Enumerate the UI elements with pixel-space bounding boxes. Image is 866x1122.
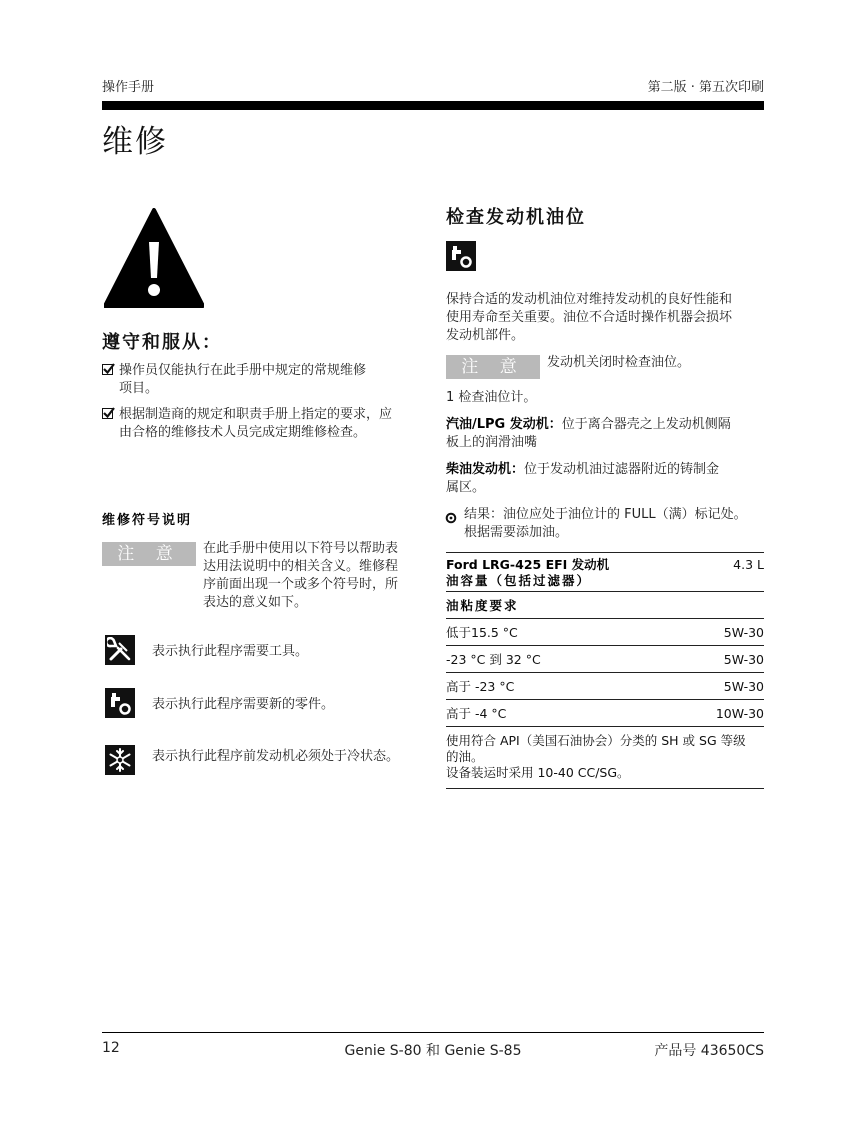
page-number: 12 [102,1040,120,1056]
viscosity-heading: 油粘度要求 [446,598,519,613]
notice-line: 在此手册中使用以下符号以帮助表 [203,541,399,556]
symbol-description: 表示执行此程序前发动机必须处于冷状态。 [152,749,400,764]
table-cell-label: 高于 -4 °C [446,706,507,721]
table-cell-value: 5W-30 [723,651,764,667]
symbol-description: 表示执行此程序需要新的零件。 [152,697,335,712]
gas-engine-note [446,416,766,452]
table-row [446,700,764,727]
header-right: 第二版 · 第五次印刷 [647,80,764,95]
table-note [446,727,764,789]
notice-line: 序前面出现一个或多个符号时，所 [203,577,399,592]
table-row [446,646,764,673]
step-1: 1 检查油位计。 [446,390,537,405]
symbol-description: 表示执行此程序需要工具。 [152,644,309,659]
intro-paragraph [446,291,766,345]
page-title: 维修 [102,124,168,160]
table-cell-value: 5W-30 [723,678,764,694]
section-title: 检查发动机油位 [446,207,586,228]
notice-text: 发动机关闭时检查油位。 [547,355,691,370]
intro-line: 发动机部件。 [446,328,525,343]
check-text: 操作员仅能执行在此手册中规定的常规维修 [119,363,367,378]
cold-engine-icon [105,745,135,775]
footer-part-number: 产品号 43650CS [654,1043,764,1059]
check-text: 根据制造商的规定和职责手册上指定的要求，应 [119,407,393,422]
new-parts-icon [105,688,135,718]
capacity-value: 4.3 L [733,557,764,572]
diesel-engine-text: 位于发动机油过滤器附近的铸制金 [524,462,720,477]
checklist [102,362,412,442]
result-text [464,506,764,542]
table-row [446,673,764,700]
table-cell-value: 5W-30 [723,624,764,640]
oil-spec-table [446,552,764,789]
capacity-label-line: Ford LRG-425 EFI 发动机 [446,557,610,572]
result-bullet-icon [445,509,457,528]
table-row [446,552,764,592]
table-row [446,619,764,646]
check-item [102,362,412,398]
result-line: 结果：油位应处于油位计的 FULL（满）标记处。 [464,507,747,522]
capacity-label-line: 油容量（包括过滤器） [446,573,592,588]
table-cell-label: 高于 -23 °C [446,679,515,694]
checkbox-icon [102,408,113,419]
header-rule [102,101,764,110]
table-note-line: 使用符合 API（美国石油协会）分类的 SH 或 SG 等级 [446,733,746,748]
tools-icon [105,635,135,665]
gas-engine-text: 位于离合器壳之上发动机侧隔 [561,417,731,432]
notice-badge: 注 意 [446,355,540,379]
diesel-engine-text: 属区。 [446,480,486,495]
capacity-label [446,557,609,589]
comply-heading: 遵守和服从： [102,332,222,353]
warning-triangle-icon [104,208,204,312]
table-note-line: 设备装运时采用 10-40 CC/SG。 [446,765,630,780]
notice-badge: 注 意 [102,542,196,566]
check-text: 由合格的维修技术人员完成定期维修检查。 [119,425,367,440]
footer-model: Genie S-80 和 Genie S-85 [344,1043,522,1059]
footer-rule [102,1032,764,1033]
table-cell-label: -23 °C 到 32 °C [446,652,541,667]
table-cell-value: 10W-30 [715,705,764,721]
notice-line: 达用法说明中的相关含义。维修程 [203,559,399,574]
header-left: 操作手册 [102,80,155,95]
table-note-line: 的油。 [446,749,484,764]
gas-engine-label: 汽油/LPG 发动机： [446,417,562,432]
check-item [102,406,412,442]
check-text: 项目。 [119,381,159,396]
diesel-engine-note [446,461,766,497]
table-row [446,592,764,619]
new-parts-icon [446,241,476,271]
gas-engine-text: 板上的润滑油嘴 [446,435,538,450]
symbols-heading: 维修符号说明 [102,513,193,528]
intro-line: 使用寿命至关重要。油位不合适时操作机器会损坏 [446,310,733,325]
checkbox-icon [102,364,113,375]
intro-line: 保持合适的发动机油位对维持发动机的良好性能和 [446,292,733,307]
diesel-engine-label: 柴油发动机： [446,462,525,477]
notice-line: 表达的意义如下。 [203,595,308,610]
result-line: 根据需要添加油。 [464,525,569,540]
notice-description [203,540,418,612]
table-cell-label: 低于15.5 °C [446,625,518,640]
